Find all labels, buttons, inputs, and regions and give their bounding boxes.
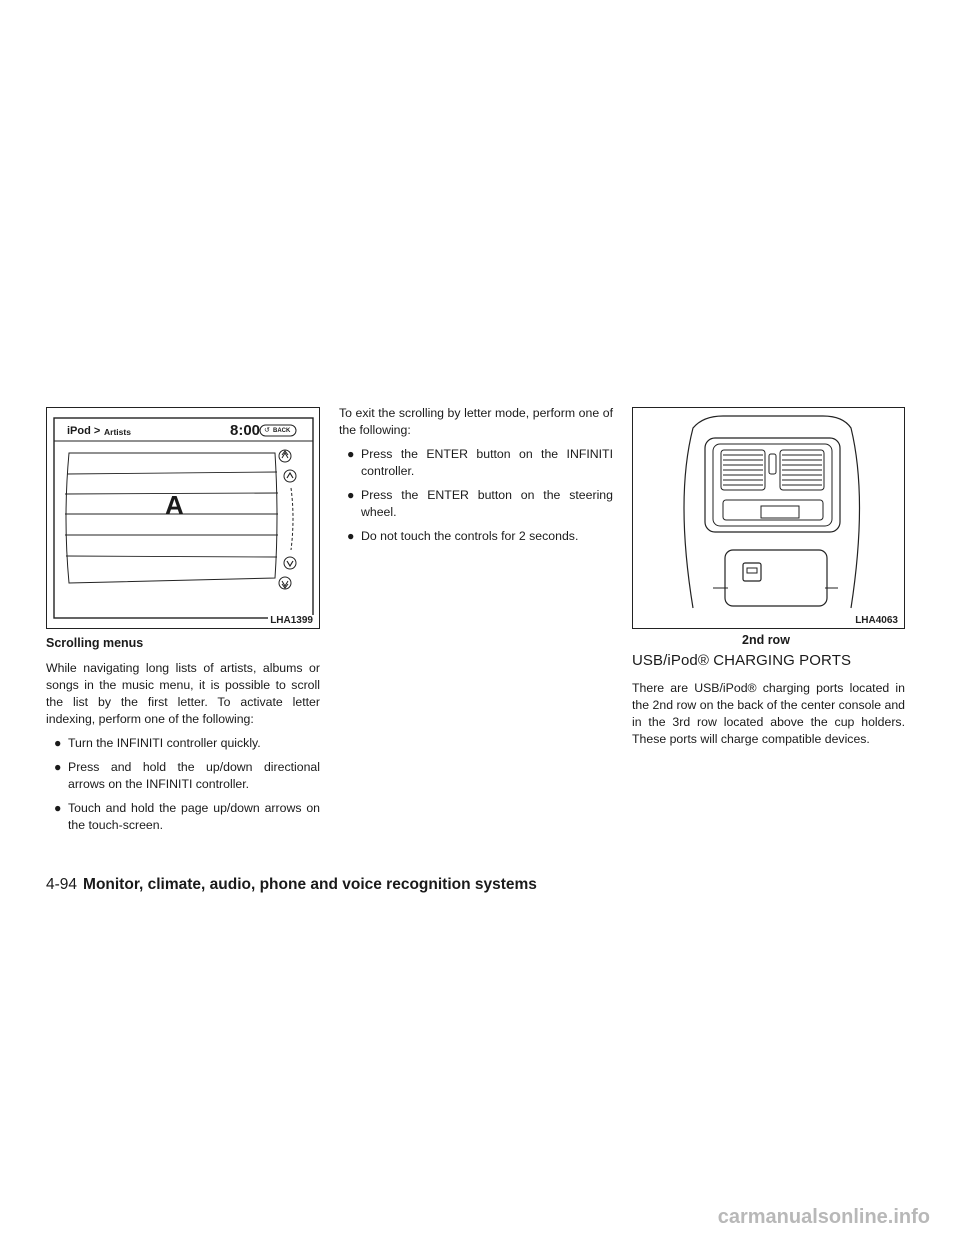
exit-bullet-list <box>339 446 613 545</box>
list-item: ● Turn the INFINITI controller quickly. <box>54 736 261 750</box>
list-item: ● Press the ENTER button on the INFINITI controller. <box>347 447 613 478</box>
scrolling-bullet-list <box>46 735 320 834</box>
back-icon: ↺ <box>264 427 270 434</box>
screen-header-sub: Artists <box>104 427 131 437</box>
exit-intro: To exit the scrolling by letter mode, perform one of the following: <box>339 406 613 437</box>
list-item: ● Press the ENTER button on the steering wheel. <box>347 488 613 519</box>
watermark: carmanualsonline.info <box>717 1206 930 1228</box>
scrolling-column <box>46 660 320 834</box>
section-name: Monitor, climate, audio, phone and voice recognition systems <box>83 876 537 893</box>
list-item: ● Touch and hold the page up/down arrows on the touch-screen. <box>54 801 320 832</box>
exit-column <box>339 405 613 545</box>
figure-caption: 2nd row <box>742 633 790 647</box>
index-letter: A <box>165 490 184 520</box>
figure-code: LHA1399 <box>270 615 313 626</box>
list-item: ● Press and hold the up/down directional arrows on the INFINITI controller. <box>54 760 320 791</box>
ipod-screen-figure <box>46 407 320 629</box>
console-illustration <box>633 408 905 629</box>
usb-section-title: USB/iPod® CHARGING PORTS <box>632 652 852 669</box>
list-item: ● Do not touch the controls for 2 seconds. <box>347 529 579 543</box>
console-figure <box>632 407 905 629</box>
screen-back-label: BACK <box>273 427 291 434</box>
scrolling-heading: Scrolling menus <box>46 636 144 650</box>
page-number: 4-94 <box>46 876 78 893</box>
bullet-icon: ● <box>54 801 62 815</box>
bullet-icon: ● <box>54 760 62 774</box>
screen-header-left: iPod > <box>67 425 101 437</box>
scrolling-intro: While navigating long lists of artists, albums or songs in the music menu, it is possible to scroll the list by the first letter. To activate letter indexing, perform one of the following: <box>46 661 320 726</box>
page-footer <box>46 876 537 894</box>
screen-time: 8:00 <box>230 422 261 439</box>
bullet-icon: ● <box>54 736 62 750</box>
bullet-icon: ● <box>347 447 355 461</box>
bullet-icon: ● <box>347 488 355 502</box>
usb-body: There are USB/iPod® charging ports located in the 2nd row on the back of the center console and in the 3rd row located above the cup holders. These ports will charge compatible devices. <box>632 681 905 746</box>
figure-code: LHA4063 <box>855 615 898 626</box>
bullet-icon: ● <box>347 529 355 543</box>
